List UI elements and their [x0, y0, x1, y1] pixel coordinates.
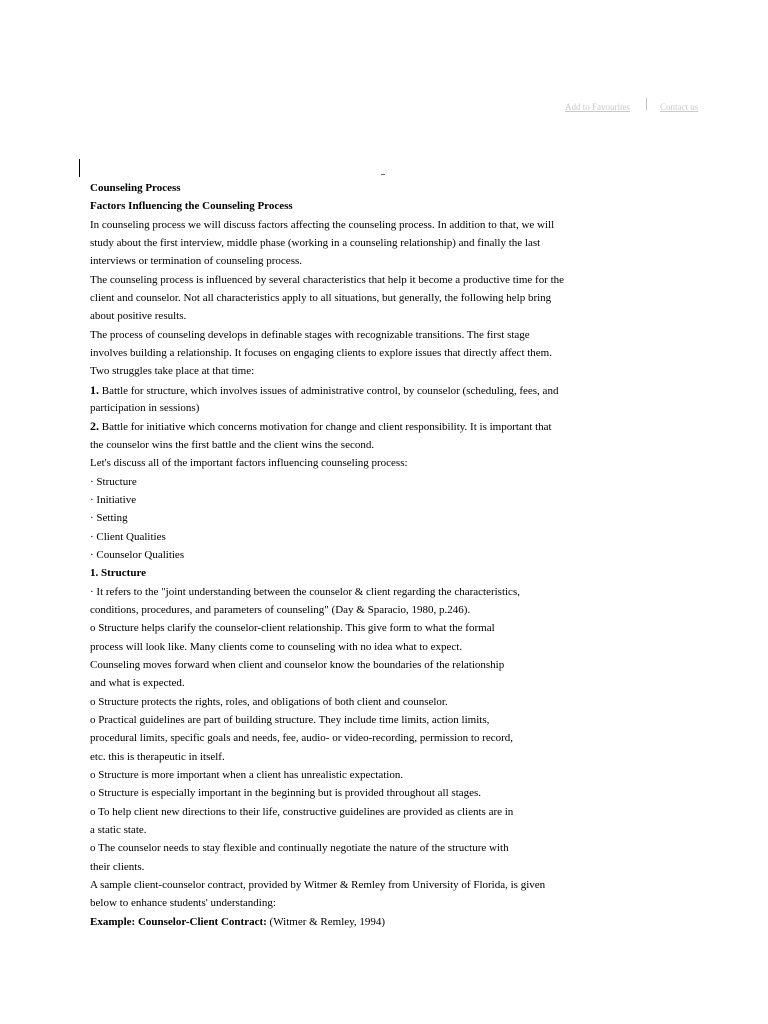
- paragraph-line: · It refers to the "joint understanding between the counselor & client regarding the characteristics,: [90, 585, 520, 598]
- paragraph-line: below to enhance students' understanding:: [90, 897, 276, 910]
- list-item: · Counselor Qualities: [90, 548, 185, 561]
- document-body: [90, 179, 690, 931]
- paragraph-line: A sample client-counselor contract, provided by Witmer & Remley from University of Florida, is given: [90, 879, 546, 892]
- list-item: · Setting: [90, 512, 128, 525]
- paragraph-line: conditions, procedures, and parameters of counseling" (Day & Sparacio, 1980, p.246).: [90, 603, 471, 616]
- paragraph-line: a static state.: [90, 824, 147, 837]
- paragraph-line: o Structure protects the rights, roles, and obligations of both client and counselor.: [90, 695, 448, 708]
- paragraph-line: The counseling process is influenced by several characteristics that help it become a productive time for the: [90, 273, 565, 286]
- paragraph-line: study about the first interview, middle phase (working in a counseling relationship) and finally the last: [90, 237, 541, 250]
- paragraph-line: o To help client new directions to their life, constructive guidelines are provided as clients are in: [90, 805, 514, 818]
- paragraph-line: client and counselor. Not all characteristics apply to all situations, but generally, the following help bring: [90, 292, 552, 305]
- numbered-item-1: [90, 381, 690, 399]
- paragraph-line: involves building a relationship. It focuses on engaging clients to explore issues that directly affect them.: [90, 347, 552, 360]
- paragraph-line: about positive results.: [90, 310, 187, 323]
- top-links-bar: [0, 98, 768, 118]
- paragraph-line: o Structure is especially important in the beginning but is provided throughout all stages.: [90, 787, 482, 800]
- paragraph-line: o Practical guidelines are part of building structure. They include time limits, action limits,: [90, 713, 490, 726]
- example-citation: (Witmer & Remley, 1994): [266, 915, 386, 928]
- paragraph-line: their clients.: [90, 860, 145, 873]
- paragraph-line: interviews or termination of counseling process.: [90, 255, 303, 268]
- document-subtitle: Factors Influencing the Counseling Process: [90, 200, 293, 213]
- document-title: Counseling Process: [90, 182, 181, 194]
- list-item: · Structure: [90, 475, 137, 488]
- paragraph-line: the counselor wins the first battle and the client wins the second.: [90, 438, 375, 451]
- factors-intro: Let's discuss all of the important factors influencing counseling process:: [90, 457, 408, 470]
- paragraph-line: etc. this is therapeutic in itself.: [90, 750, 225, 763]
- paragraph-line: In counseling process we will discuss factors affecting the counseling process. In addition to that, we will: [90, 218, 555, 231]
- list-item: · Client Qualities: [90, 530, 166, 543]
- separator-mark: [381, 174, 385, 175]
- example-label: Example: Counselor-Client Contract:: [90, 915, 267, 928]
- add-to-favourites-link[interactable]: Add to Favourites: [565, 102, 630, 112]
- paragraph-line: process will look like. Many clients come to counseling with no idea what to expect.: [90, 640, 463, 653]
- item-text: Battle for initiative which concerns motivation for change and client responsibility. It is important that: [99, 421, 552, 434]
- example-line: [90, 913, 690, 931]
- paragraph-line: The process of counseling develops in definable stages with recognizable transitions. The first stage: [90, 328, 530, 341]
- section-heading: 1. Structure: [90, 567, 147, 580]
- item-number: 2.: [90, 419, 99, 434]
- paragraph-line: procedural limits, specific goals and needs, fee, audio- or video-recording, permission to record,: [90, 732, 514, 745]
- paragraph-line: o Structure is more important when a client has unrealistic expectation.: [90, 769, 404, 781]
- paragraph-line: and what is expected.: [90, 677, 185, 690]
- paragraph-line: Counseling moves forward when client and counselor know the boundaries of the relationship: [90, 658, 505, 671]
- paragraph-line: o The counselor needs to stay flexible and continually negotiate the nature of the structure with: [90, 842, 509, 855]
- link-divider: [646, 98, 647, 110]
- numbered-item-2: [90, 417, 690, 435]
- paragraph-line: o Structure helps clarify the counselor-client relationship. This give form to what the formal: [90, 622, 495, 635]
- paragraph-line: Two struggles take place at that time:: [90, 365, 255, 378]
- paragraph-line: participation in sessions): [90, 402, 200, 415]
- text-cursor: [79, 159, 80, 177]
- item-number: 1.: [90, 382, 99, 397]
- item-text: Battle for structure, which involves issues of administrative control, by counselor (scheduling, fees, and: [99, 384, 559, 397]
- list-item: · Initiative: [90, 493, 137, 506]
- contact-us-link[interactable]: Contact us: [660, 102, 699, 112]
